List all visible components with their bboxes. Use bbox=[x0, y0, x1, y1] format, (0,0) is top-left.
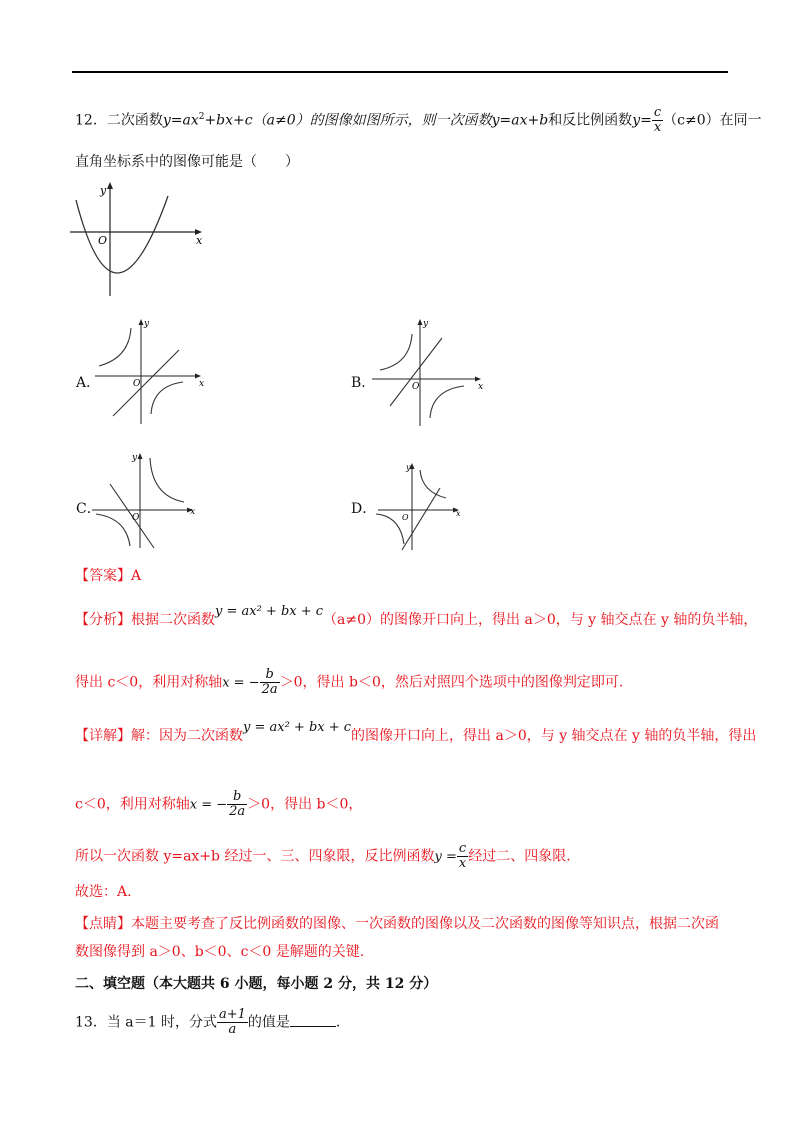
detail-text-2: 的图像开口向上，得出 a＞0，与 y 轴交点在 y 轴的负半轴，得出 bbox=[351, 728, 757, 744]
detail-inverse-y: y = bbox=[434, 849, 457, 865]
option-c-graph[interactable] bbox=[92, 450, 204, 550]
option-a-hyperbola-2 bbox=[151, 382, 183, 414]
option-b-hyperbola-1 bbox=[380, 334, 412, 370]
option-d-hyperbola-2 bbox=[376, 514, 404, 544]
q13-frac-den: a bbox=[228, 1022, 237, 1037]
option-a-o: O bbox=[133, 379, 141, 389]
q12-inverse: y= bbox=[632, 112, 652, 129]
question-12-line1 bbox=[75, 106, 762, 135]
header-rule bbox=[72, 71, 728, 73]
q12-text-2: +bx+c（a≠0）的图像如图所示，则一次函数 bbox=[204, 112, 492, 129]
option-b-hyperbola-2 bbox=[430, 386, 464, 418]
parabola-x-label: x bbox=[196, 234, 203, 247]
q12-expr-1: y=ax bbox=[162, 112, 199, 129]
detail-line3 bbox=[75, 842, 571, 871]
analysis-x-eq: x = − bbox=[222, 675, 260, 691]
detail-text-1: 解：因为二次函数 bbox=[131, 728, 243, 744]
detail-text-5: 所以一次函数 y=ax+b 经过一、三、四象限，反比例函数 bbox=[75, 848, 435, 865]
analysis-sym-num: b bbox=[260, 668, 280, 683]
q12-text-1: 12．二次函数 bbox=[75, 112, 163, 129]
answer-line bbox=[75, 566, 141, 586]
analysis-text-3: 得出 c＜0，利用对称轴 bbox=[75, 674, 223, 691]
q12-text-4: （c≠0）在同一 bbox=[663, 112, 762, 129]
q13-text-3: . bbox=[335, 1014, 341, 1031]
question-13 bbox=[75, 1008, 340, 1037]
option-c-label[interactable]: C． bbox=[76, 501, 101, 517]
detail-line4: 故选：A. bbox=[75, 884, 132, 900]
detail-text-3: c＜0，利用对称轴 bbox=[75, 796, 190, 813]
answer-label: 【答案】 bbox=[75, 568, 131, 584]
analysis-label: 【分析】 bbox=[75, 612, 131, 628]
q12-fraction bbox=[652, 106, 663, 135]
parabola-curve bbox=[76, 196, 168, 273]
detail-inverse-fraction bbox=[457, 842, 468, 871]
option-d-label[interactable]: D． bbox=[351, 501, 377, 517]
option-c-o: O bbox=[132, 513, 140, 523]
detail-inverse-den: x bbox=[458, 856, 467, 871]
q12-frac-num: c bbox=[652, 106, 663, 121]
detail-line2 bbox=[75, 790, 362, 819]
detail-inverse-num: c bbox=[457, 842, 468, 857]
comment-label: 【点睛】 bbox=[75, 916, 131, 932]
section-2-heading: 二、填空题（本大题共 6 小题，每小题 2 分，共 12 分） bbox=[75, 976, 438, 992]
option-b-graph[interactable] bbox=[372, 316, 490, 428]
q13-fraction bbox=[217, 1008, 248, 1037]
q12-frac-den: x bbox=[653, 120, 662, 135]
q13-answer-blank[interactable] bbox=[290, 1012, 336, 1027]
option-b-label[interactable]: B． bbox=[351, 375, 376, 391]
detail-sym-den: 2a bbox=[229, 804, 246, 819]
detail-line1 bbox=[75, 720, 757, 747]
detail-label: 【详解】 bbox=[75, 728, 131, 744]
option-c-hyperbola-1 bbox=[150, 458, 184, 502]
option-a-y: y bbox=[144, 319, 150, 329]
detail-sym-num: b bbox=[227, 790, 247, 805]
parabola-graph bbox=[70, 178, 210, 300]
detail-sym-fraction bbox=[227, 790, 247, 819]
comment-text-1: 本题主要考查了反比例函数的图像、一次函数的图像以及二次函数的图像等知识点，根据二次函 bbox=[131, 916, 719, 932]
option-b-line bbox=[390, 338, 442, 406]
option-a-label[interactable]: A． bbox=[76, 375, 101, 391]
detail-text-4: ＞0，得出 b＜0， bbox=[247, 796, 363, 813]
option-d-y: y bbox=[406, 463, 411, 472]
analysis-text-4: ＞0，得出 b＜0，然后对照四个选项中的图像判定即可. bbox=[279, 674, 624, 691]
option-d-graph[interactable] bbox=[372, 458, 470, 552]
analysis-sym-fraction bbox=[260, 668, 280, 697]
analysis-sym-den: 2a bbox=[261, 682, 278, 697]
option-b-x: x bbox=[478, 382, 484, 392]
detail-text-6: 经过二、四象限. bbox=[468, 848, 571, 865]
option-a-graph[interactable] bbox=[95, 316, 210, 426]
parabola-y-label: y bbox=[100, 184, 107, 197]
q12-text-3: 和反比例函数 bbox=[548, 112, 633, 129]
analysis-formula: y = ax² + bx + c bbox=[215, 604, 324, 619]
analysis-line2 bbox=[75, 668, 623, 697]
answer-value: A bbox=[131, 568, 142, 584]
option-a-hyperbola-1 bbox=[99, 328, 131, 366]
option-b-o: O bbox=[412, 382, 420, 392]
q12-exponent: 2 bbox=[198, 111, 205, 122]
q12-linear: y=ax+b bbox=[491, 112, 549, 129]
q13-text-1: 13．当 a＝1 时，分式 bbox=[75, 1014, 217, 1031]
comment-line2: 数图像得到 a＞0、b＜0、c＜0 是解题的关键. bbox=[75, 944, 365, 960]
detail-formula: y = ax² + bx + c bbox=[243, 720, 352, 735]
analysis-text-1: 根据二次函数 bbox=[131, 612, 215, 628]
q13-text-2: 的值是 bbox=[247, 1014, 290, 1031]
option-d-hyperbola-1 bbox=[420, 470, 446, 498]
option-c-hyperbola-2 bbox=[96, 514, 130, 546]
detail-x-eq: x = − bbox=[189, 797, 228, 813]
option-b-y: y bbox=[423, 319, 429, 329]
analysis-line1 bbox=[75, 604, 758, 631]
parabola-origin-label: O bbox=[98, 234, 108, 247]
analysis-text-2: （a≠0）的图像开口向上，得出 a＞0，与 y 轴交点在 y 轴的负半轴， bbox=[323, 612, 758, 628]
question-12-line2: 直角坐标系中的图像可能是（ ） bbox=[75, 154, 299, 170]
option-a-x: x bbox=[199, 379, 205, 389]
option-d-o: O bbox=[402, 513, 409, 522]
option-a-line bbox=[113, 350, 179, 416]
option-c-y: y bbox=[132, 453, 138, 463]
comment-line1 bbox=[75, 914, 719, 934]
q13-frac-num: a+1 bbox=[218, 1007, 246, 1022]
option-c-x: x bbox=[190, 507, 196, 517]
option-d-x: x bbox=[456, 509, 461, 518]
